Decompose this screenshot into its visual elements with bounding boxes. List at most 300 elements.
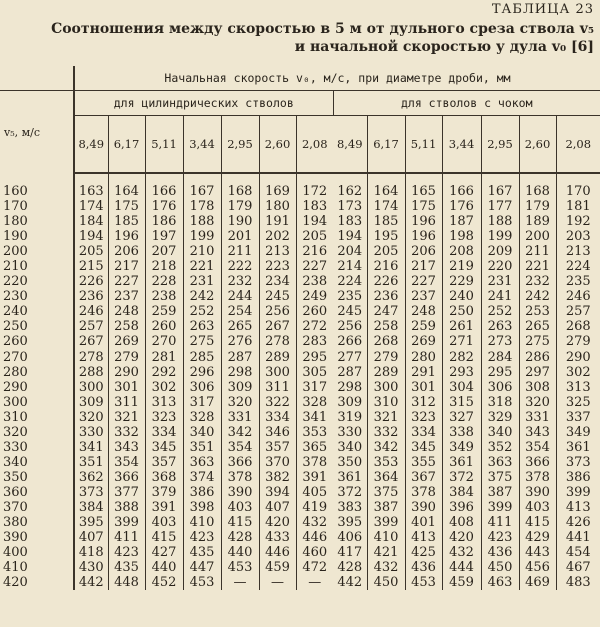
v0-value-cell: 177 xyxy=(481,199,519,214)
v0-value-cell: 309 xyxy=(74,395,108,410)
v0-value-cell: 446 xyxy=(302,530,328,546)
v0-value-cell: 231 xyxy=(183,274,221,289)
v0-value-cell: 428 xyxy=(333,560,367,575)
v0-value-cell: 306 xyxy=(481,380,519,395)
v0-value-cell: 258 xyxy=(108,319,145,334)
v0-value-cell: 417 xyxy=(333,545,367,560)
v0-value-cell: 320 xyxy=(221,395,259,410)
v0-value-cell: 306 xyxy=(183,380,221,395)
v0-value-cell: 312 xyxy=(405,395,442,410)
table-row xyxy=(0,304,600,319)
table-row xyxy=(0,229,600,244)
v0-value-cell: 441 xyxy=(565,530,591,546)
v0-value-cell: 298 xyxy=(221,365,259,380)
v0-value-cell: 382 xyxy=(259,470,296,485)
table-row xyxy=(0,545,600,560)
v5-value-cell: 410 xyxy=(0,560,74,575)
v0-value-cell: 204 xyxy=(333,244,367,259)
v0-value-cell: 199 xyxy=(183,229,221,244)
v0-value-cell: 384 xyxy=(74,500,108,515)
v0-value-cell: 410 xyxy=(367,530,405,545)
diameter-header: 2,95 xyxy=(221,116,259,174)
v0-value-cell: 459 xyxy=(442,575,481,590)
v0-value-cell: 179 xyxy=(221,199,259,214)
v0-value-cell: 387 xyxy=(367,500,405,515)
v0-value-cell: 216 xyxy=(302,244,328,260)
v0-value-cell: 194 xyxy=(302,214,328,230)
v0-value-cell: 246 xyxy=(74,304,108,319)
v0-value-cell: 266 xyxy=(333,334,367,349)
v0-value-cell: 364 xyxy=(367,470,405,485)
v0-value-cell: 164 xyxy=(367,173,405,199)
table-row xyxy=(0,350,600,365)
v5-value-cell: 160 xyxy=(0,173,74,199)
v5-value-cell: 180 xyxy=(0,214,74,229)
v0-value-cell: 304 xyxy=(442,380,481,395)
v0-value-cell: 399 xyxy=(481,500,519,515)
v0-value-cell: 217 xyxy=(108,259,145,274)
v0-value-cell: 403 xyxy=(519,500,556,515)
v0-value-cell: 337 xyxy=(565,409,591,425)
v0-value-cell: 189 xyxy=(519,214,556,229)
v0-value-cell: 285 xyxy=(183,350,221,365)
v5-value-cell: 220 xyxy=(0,274,74,289)
v0-value-cell: 227 xyxy=(302,259,328,275)
v0-value-cell: 319 xyxy=(333,410,367,425)
v0-value-cell: 257 xyxy=(74,319,108,334)
v0-value-cell: 213 xyxy=(565,244,591,260)
v0-value-cell: 237 xyxy=(108,289,145,304)
v0-value-cell: 248 xyxy=(405,304,442,319)
table-row xyxy=(0,199,600,214)
v0-value-cell: 263 xyxy=(183,319,221,334)
v0-value-cell: 226 xyxy=(74,274,108,289)
velocity-table xyxy=(0,66,600,590)
title-line-2: и начальной скоростью у дула v₀ [6] xyxy=(294,39,594,55)
v0-value-cell: 173 xyxy=(333,199,367,214)
v0-value-cell: 367 xyxy=(405,470,442,485)
v0-value-cell: 341 xyxy=(74,440,108,455)
v0-value-cell: 228 xyxy=(145,274,183,289)
diameter-header: 2,95 xyxy=(481,116,519,174)
v0-value-cell: 391 xyxy=(302,469,328,485)
v0-value-cell: 174 xyxy=(367,199,405,214)
v0-value-cell: 378 xyxy=(519,470,556,485)
v0-value-cell: 235 xyxy=(565,274,591,290)
table-row xyxy=(0,530,600,545)
v0-value-cell: 272 xyxy=(302,319,328,335)
v0-value-cell: 231 xyxy=(481,274,519,289)
v0-value-cell: 401 xyxy=(405,515,442,530)
v0-value-cell: 164 xyxy=(108,173,145,199)
v0-value-cell: 361 xyxy=(565,439,591,455)
table-title xyxy=(51,20,594,56)
v0-value-cell: 345 xyxy=(145,440,183,455)
v0-value-cell: 444 xyxy=(442,560,481,575)
v0-value-cell: 472 xyxy=(302,560,328,576)
v0-value-cell: 279 xyxy=(108,350,145,365)
v5-value-cell: 200 xyxy=(0,244,74,259)
v0-value-cell: 256 xyxy=(259,304,296,319)
v0-value-cell: 313 xyxy=(565,379,591,395)
v0-value-cell: 423 xyxy=(481,530,519,545)
v0-value-cell: 211 xyxy=(519,244,556,259)
diameter-header: 5,11 xyxy=(145,116,183,174)
v0-value-cell: 320 xyxy=(519,395,556,410)
v0-value-cell: 265 xyxy=(221,319,259,334)
v0-value-cell: 201 xyxy=(221,229,259,244)
v0-value-cell: 403 xyxy=(145,515,183,530)
v5-value-cell: 320 xyxy=(0,425,74,440)
v0-value-cell: 442 xyxy=(333,575,367,590)
v0-value-cell: 183 xyxy=(302,199,328,215)
diameter-header: 6,17 xyxy=(108,116,145,174)
table-row xyxy=(0,515,600,530)
v0-value-cell: 325 xyxy=(565,394,591,410)
v0-value-cell: 351 xyxy=(74,455,108,470)
v0-value-cell: 263 xyxy=(481,319,519,334)
v0-value-cell: — xyxy=(221,575,259,590)
diameter-header: 6,17 xyxy=(367,116,405,174)
v0-value-cell: 226 xyxy=(367,274,405,289)
v0-value-cell: 267 xyxy=(74,334,108,349)
v0-value-cell: 188 xyxy=(481,214,519,229)
v0-value-cell: 181 xyxy=(565,199,591,215)
v5-value-cell: 210 xyxy=(0,259,74,274)
v0-value-cell: 168 xyxy=(221,173,259,199)
table-row xyxy=(0,440,600,455)
v0-value-cell: 211 xyxy=(221,244,259,259)
v0-value-cell: 260 xyxy=(145,319,183,334)
v0-value-cell: 413 xyxy=(565,500,591,515)
v0-value-cell: 407 xyxy=(74,530,108,545)
v0-value-cell: 301 xyxy=(405,380,442,395)
table-row xyxy=(0,259,600,274)
v0-value-cell: 463 xyxy=(481,575,519,590)
v0-value-cell: 386 xyxy=(565,469,591,485)
v0-value-cell: 403 xyxy=(221,500,259,515)
v0-value-cell: 257 xyxy=(565,304,591,320)
v0-value-cell: 259 xyxy=(145,304,183,319)
diameter-header: 8,49 xyxy=(333,116,367,174)
v0-value-cell: 206 xyxy=(108,244,145,259)
table-row xyxy=(0,575,600,590)
v0-value-cell: 440 xyxy=(145,560,183,575)
v0-value-cell: 377 xyxy=(108,485,145,500)
v0-value-cell: 426 xyxy=(565,515,591,531)
v0-value-cell: 330 xyxy=(74,425,108,440)
v0-value-cell: 296 xyxy=(183,365,221,380)
v0-value-cell: 190 xyxy=(221,214,259,229)
v0-value-cell: 447 xyxy=(183,560,221,575)
v0-value-cell: 406 xyxy=(333,530,367,545)
v0-value-cell: 342 xyxy=(367,440,405,455)
v0-value-cell: 357 xyxy=(259,440,296,455)
v0-value-cell: 260 xyxy=(302,304,328,320)
v0-value-cell: 394 xyxy=(259,485,296,500)
v0-value-cell: 318 xyxy=(481,395,519,410)
v0-value-cell: 259 xyxy=(405,319,442,334)
diameter-header: 2,60 xyxy=(259,116,296,174)
v0-value-cell: 176 xyxy=(145,199,183,214)
v0-value-cell: 277 xyxy=(333,350,367,365)
group-choke: для стволов с чоком xyxy=(333,91,600,116)
v0-value-cell: 398 xyxy=(183,500,221,515)
v0-value-cell: 184 xyxy=(74,214,108,229)
v5-value-cell: 260 xyxy=(0,334,74,349)
table-row xyxy=(0,214,600,229)
v0-value-cell: 432 xyxy=(367,560,405,575)
v0-value-cell: 221 xyxy=(183,259,221,274)
v0-value-cell: 287 xyxy=(333,365,367,380)
v0-value-cell: 291 xyxy=(405,365,442,380)
v0-value-cell: 295 xyxy=(481,365,519,380)
v0-value-cell: 362 xyxy=(74,470,108,485)
v0-value-cell: 292 xyxy=(145,365,183,380)
v0-value-cell: 199 xyxy=(481,229,519,244)
v0-value-cell: 343 xyxy=(519,425,556,440)
v0-value-cell: 290 xyxy=(565,349,591,365)
v0-value-cell: 320 xyxy=(74,410,108,425)
v0-value-cell: 372 xyxy=(333,485,367,500)
v0-value-cell: 197 xyxy=(145,229,183,244)
v0-value-cell: 163 xyxy=(74,173,108,199)
v0-value-cell: 279 xyxy=(565,334,591,350)
v5-value-cell: 330 xyxy=(0,440,74,455)
v0-value-cell: 366 xyxy=(221,455,259,470)
v0-value-cell: 209 xyxy=(481,244,519,259)
v0-value-cell: 436 xyxy=(481,545,519,560)
table-number: ТАБЛИЦА 23 xyxy=(491,2,594,17)
v0-value-cell: 368 xyxy=(145,470,183,485)
v0-value-cell: 200 xyxy=(519,229,556,244)
v0-value-cell: 390 xyxy=(519,485,556,500)
v0-value-cell: 391 xyxy=(145,500,183,515)
v0-value-cell: 323 xyxy=(145,410,183,425)
table-row xyxy=(0,319,600,334)
v0-value-cell: 224 xyxy=(565,259,591,275)
v0-value-cell: 469 xyxy=(519,575,556,590)
v0-value-cell: 270 xyxy=(145,334,183,349)
v0-value-cell: 421 xyxy=(367,545,405,560)
v5-value-cell: 300 xyxy=(0,395,74,410)
v0-value-cell: 432 xyxy=(302,515,328,531)
v0-value-cell: 300 xyxy=(74,380,108,395)
v0-value-cell: 196 xyxy=(405,214,442,229)
v0-value-cell: 378 xyxy=(302,454,328,470)
v0-value-cell: 283 xyxy=(302,334,328,350)
v0-value-cell: 334 xyxy=(405,425,442,440)
v0-value-cell: 395 xyxy=(333,515,367,530)
v0-value-cell: 435 xyxy=(183,545,221,560)
v0-value-cell: 440 xyxy=(221,545,259,560)
v0-value-cell: 196 xyxy=(405,229,442,244)
v0-value-cell: 415 xyxy=(145,530,183,545)
v0-value-cell: 206 xyxy=(405,244,442,259)
v0-value-cell: 223 xyxy=(259,259,296,274)
v0-value-cell: 227 xyxy=(405,274,442,289)
v0-value-cell: 242 xyxy=(519,289,556,304)
v0-value-cell: 207 xyxy=(145,244,183,259)
v0-value-cell: 423 xyxy=(108,545,145,560)
v0-value-cell: 290 xyxy=(108,365,145,380)
v0-value-cell: 349 xyxy=(442,440,481,455)
v0-value-cell: 216 xyxy=(367,259,405,274)
v0-value-cell: 334 xyxy=(259,410,296,425)
v0-value-cell: 399 xyxy=(108,515,145,530)
v5-value-cell: 270 xyxy=(0,350,74,365)
v0-value-cell: 340 xyxy=(333,440,367,455)
v0-value-cell: 213 xyxy=(259,244,296,259)
v0-value-cell: 351 xyxy=(183,440,221,455)
v0-value-cell: 265 xyxy=(519,319,556,334)
v0-value-cell: 268 xyxy=(367,334,405,349)
v0-value-cell: 428 xyxy=(221,530,259,545)
v0-value-cell: 183 xyxy=(333,214,367,229)
v0-value-cell: 236 xyxy=(74,289,108,304)
v0-value-cell: 250 xyxy=(442,304,481,319)
v5-value-cell: 360 xyxy=(0,485,74,500)
v0-value-cell: 192 xyxy=(565,214,591,230)
v0-value-cell: 162 xyxy=(333,173,367,199)
v0-value-cell: 175 xyxy=(405,199,442,214)
v0-value-cell: 194 xyxy=(333,229,367,244)
v0-value-cell: 221 xyxy=(519,259,556,274)
v0-value-cell: 317 xyxy=(302,379,328,395)
v0-value-cell: 252 xyxy=(183,304,221,319)
v0-value-cell: 245 xyxy=(259,289,296,304)
v0-value-cell: 302 xyxy=(565,364,591,380)
table-row xyxy=(0,289,600,304)
v0-value-cell: 396 xyxy=(442,500,481,515)
v0-value-cell: 453 xyxy=(183,575,221,590)
v0-value-cell: 443 xyxy=(519,545,556,560)
v0-value-cell: 331 xyxy=(519,410,556,425)
v0-value-cell: 313 xyxy=(145,395,183,410)
v0-value-cell: 418 xyxy=(74,545,108,560)
v0-value-cell: 254 xyxy=(221,304,259,319)
v0-value-cell: 355 xyxy=(405,455,442,470)
v0-value-cell: 224 xyxy=(333,274,367,289)
v0-value-cell: 273 xyxy=(481,334,519,349)
v0-value-cell: 271 xyxy=(442,334,481,349)
v5-value-cell: 240 xyxy=(0,304,74,319)
v0-value-cell: 174 xyxy=(74,199,108,214)
v0-value-cell: 166 xyxy=(145,173,183,199)
v0-value-cell: 327 xyxy=(442,410,481,425)
v0-value-cell: 311 xyxy=(259,380,296,395)
v0-value-cell: 293 xyxy=(442,365,481,380)
v0-value-cell: 167 xyxy=(481,173,519,199)
v0-value-cell: 346 xyxy=(259,425,296,440)
v5-value-cell: 170 xyxy=(0,199,74,214)
v0-value-cell: 332 xyxy=(108,425,145,440)
diameter-header: 2,60 xyxy=(519,116,556,174)
v0-value-cell: 413 xyxy=(405,530,442,545)
v5-value-cell: 380 xyxy=(0,515,74,530)
v0-value-cell: 281 xyxy=(145,350,183,365)
v0-value-cell: 317 xyxy=(183,395,221,410)
v0-value-cell: 352 xyxy=(481,440,519,455)
v5-value-cell: 350 xyxy=(0,470,74,485)
v0-value-cell: 338 xyxy=(442,425,481,440)
v0-value-cell: 253 xyxy=(519,304,556,319)
v0-value-cell: 235 xyxy=(333,289,367,304)
v0-value-cell: 300 xyxy=(259,365,296,380)
v0-value-cell: 214 xyxy=(333,259,367,274)
corner-cell xyxy=(0,66,74,91)
v0-value-cell: 175 xyxy=(108,199,145,214)
v0-value-cell: 361 xyxy=(442,455,481,470)
v0-value-cell: 415 xyxy=(519,515,556,530)
v5-value-cell: 230 xyxy=(0,289,74,304)
v0-value-cell: 295 xyxy=(302,349,328,365)
v0-value-cell: 205 xyxy=(367,244,405,259)
v5-value-cell: 400 xyxy=(0,545,74,560)
v0-value-cell: 456 xyxy=(519,560,556,575)
v0-value-cell: 256 xyxy=(333,319,367,334)
v0-value-cell: 372 xyxy=(442,470,481,485)
v0-value-cell: 467 xyxy=(565,560,591,576)
v0-value-cell: 215 xyxy=(74,259,108,274)
v0-value-cell: 305 xyxy=(302,364,328,380)
v0-value-cell: 172 xyxy=(302,184,328,200)
v0-value-cell: 232 xyxy=(221,274,259,289)
v0-value-cell: 289 xyxy=(259,350,296,365)
v0-value-cell: 210 xyxy=(183,244,221,259)
v0-value-cell: 378 xyxy=(405,485,442,500)
v0-value-cell: 179 xyxy=(519,199,556,214)
v0-value-cell: 375 xyxy=(481,470,519,485)
v0-value-cell: 340 xyxy=(481,425,519,440)
v0-value-cell: 435 xyxy=(108,560,145,575)
v0-value-cell: 453 xyxy=(221,560,259,575)
v0-value-cell: 410 xyxy=(183,515,221,530)
v0-value-cell: 308 xyxy=(519,380,556,395)
v0-value-cell: 363 xyxy=(481,455,519,470)
v0-value-cell: 341 xyxy=(302,409,328,425)
v0-value-cell: 353 xyxy=(302,424,328,440)
v0-value-cell: 459 xyxy=(259,560,296,575)
v0-value-cell: 310 xyxy=(367,395,405,410)
v0-value-cell: 297 xyxy=(519,365,556,380)
v0-value-cell: 198 xyxy=(442,229,481,244)
v0-value-cell: 331 xyxy=(221,410,259,425)
v0-value-cell: 405 xyxy=(302,484,328,500)
v0-value-cell: — xyxy=(259,575,296,590)
v0-value-cell: 378 xyxy=(221,470,259,485)
v0-value-cell: 237 xyxy=(405,289,442,304)
v0-value-cell: 436 xyxy=(405,560,442,575)
v0-value-cell: 195 xyxy=(367,229,405,244)
v0-value-cell: 168 xyxy=(519,173,556,199)
v0-value-cell: 205 xyxy=(302,229,328,245)
v0-value-cell: 301 xyxy=(108,380,145,395)
v0-value-cell: 240 xyxy=(442,289,481,304)
v0-value-cell: 363 xyxy=(183,455,221,470)
table-row xyxy=(0,395,600,410)
v0-value-cell: 354 xyxy=(221,440,259,455)
v0-value-cell: 433 xyxy=(259,530,296,545)
table-row xyxy=(0,380,600,395)
v0-value-cell: 222 xyxy=(221,259,259,274)
v0-value-cell: 329 xyxy=(481,410,519,425)
v0-value-cell: 311 xyxy=(108,395,145,410)
v0-value-cell: 191 xyxy=(259,214,296,229)
table-row xyxy=(0,500,600,515)
v0-value-cell: 330 xyxy=(333,425,367,440)
v0-value-cell: 361 xyxy=(333,470,367,485)
